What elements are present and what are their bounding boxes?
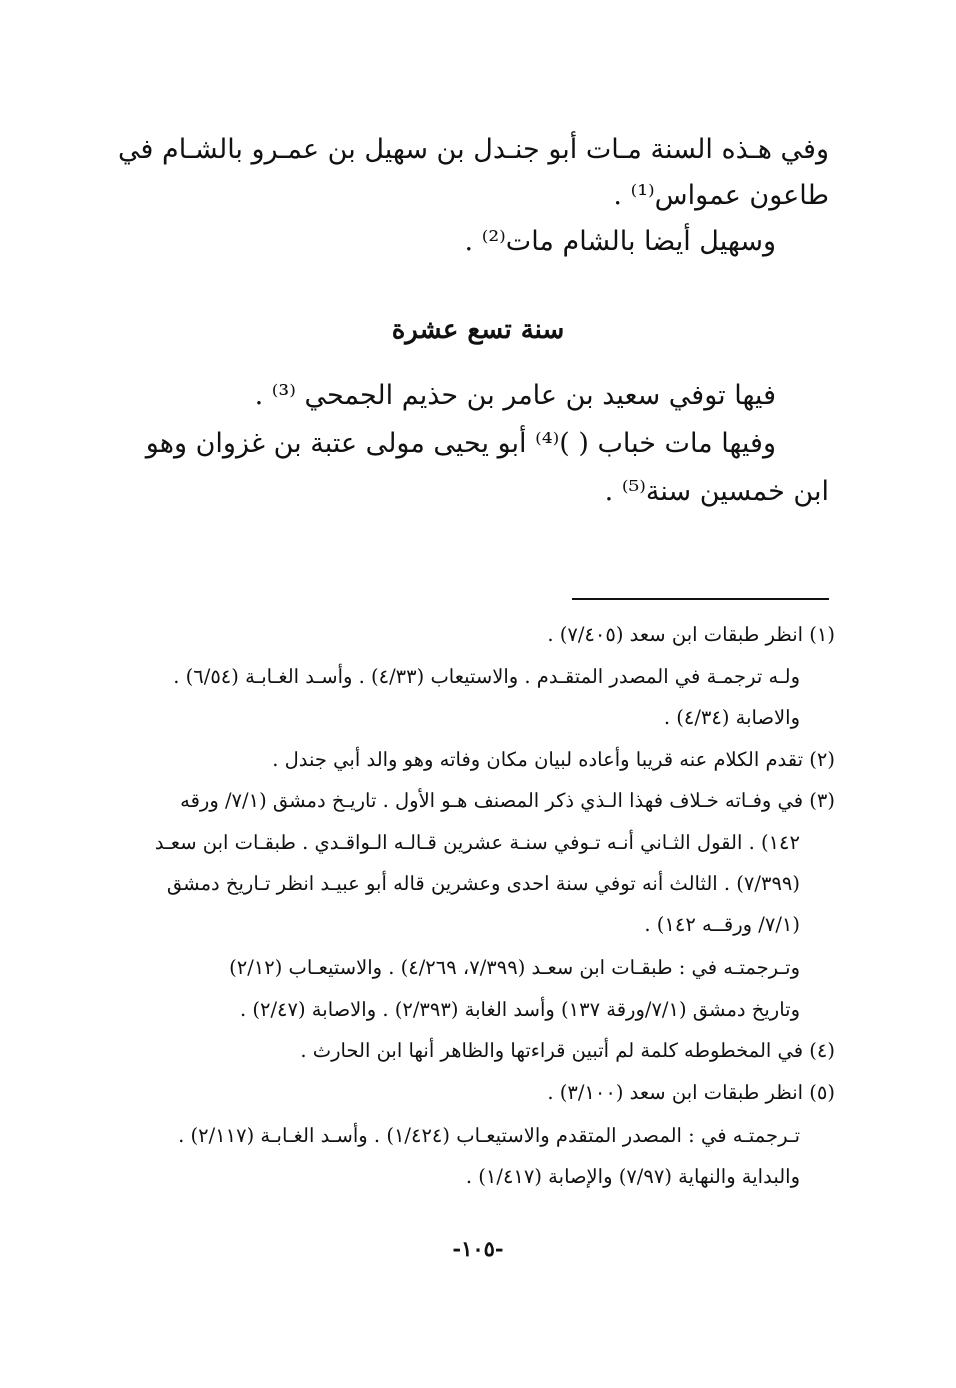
footnote-line: (٧/٣٩٩) . الثالث أنه توفي سنة احدى وعشرين قاله أبو عبيـد انظر تـاريخ دمشق bbox=[166, 872, 800, 895]
footnote-line: والاصابة (٤/٣٤) . bbox=[663, 706, 800, 729]
body-line: فيها توفي سعيد بن عامر بن حذيم الجمحي ⁽³⁾ . bbox=[254, 380, 776, 411]
body-line: وفيها مات خباب ( )⁽⁴⁾ أبو يحيى مولى عتبة بن غزوان وهو bbox=[145, 428, 776, 459]
footnote-line: والبداية والنهاية (٧/٩٧) والإصابة (١/٤١٧) . bbox=[465, 1165, 800, 1188]
footnote-line: (٤) في المخطوطه كلمة لم أتبين قراءتها والظاهر أنها ابن الحارث . bbox=[300, 1039, 835, 1062]
footnote-line: (٣) في وفـاته خـلاف فهذا الـذي ذكر المصنف هـو الأول . تاريـخ دمشق (٧/١/ ورقه bbox=[180, 789, 835, 812]
body-line: طاعون عمواس⁽¹⁾ . bbox=[613, 180, 829, 211]
section-heading: سنة تسع عشرة bbox=[391, 315, 565, 345]
footnote-line: (٧/١/ ورقــه ١٤٢) . bbox=[644, 913, 800, 936]
page-number: -١٠٥- bbox=[452, 1236, 504, 1261]
footnote-line: (٢) تقدم الكلام عنه قريبا وأعاده لبيان مكان وفاته وهو والد أبي جندل . bbox=[272, 748, 835, 771]
footnote-line: (٥) انظر طبقات ابن سعد (٣/١٠٠) . bbox=[547, 1081, 835, 1104]
body-line: ابن خمسين سنة⁽⁵⁾ . bbox=[604, 476, 829, 507]
footnote-separator bbox=[572, 598, 829, 600]
footnote-line: تـرجمتـه في : المصدر المتقدم والاستيعـاب (١/٤٢٤) . وأسـد الغـابـة (٢/١١٧) . bbox=[178, 1124, 800, 1147]
body-line: وفي هـذه السنة مـات أبو جنـدل بن سهيل بن عمـرو بالشـام في bbox=[118, 134, 829, 165]
footnote-line: (١) انظر طبقات ابن سعد (٧/٤٠٥) . bbox=[547, 623, 835, 646]
footnote-line: ولـه ترجمـة في المصدر المتقـدم . والاستيعاب (٤/٣٣) . وأسـد الغـابـة (٦/٥٤) . bbox=[173, 665, 800, 688]
footnote-line: وتاريخ دمشق (٧/١/ورقة ١٣٧) وأسد الغابة (٢/٣٩٣) . والاصابة (٢/٤٧) . bbox=[239, 998, 800, 1021]
footnote-line: وتـرجمتـه في : طبقـات ابن سعـد (٧/٣٩٩، ٤/٢٦٩) . والاستيعـاب (٢/١٢) bbox=[229, 956, 800, 979]
body-line: وسهيل أيضا بالشام مات⁽²⁾ . bbox=[464, 226, 776, 257]
footnote-line: ١٤٢) . القول الثـاني أنـه تـوفي سنـة عشرين قـالـه الـواقـدي . طبقـات ابن سعـد bbox=[154, 831, 800, 854]
